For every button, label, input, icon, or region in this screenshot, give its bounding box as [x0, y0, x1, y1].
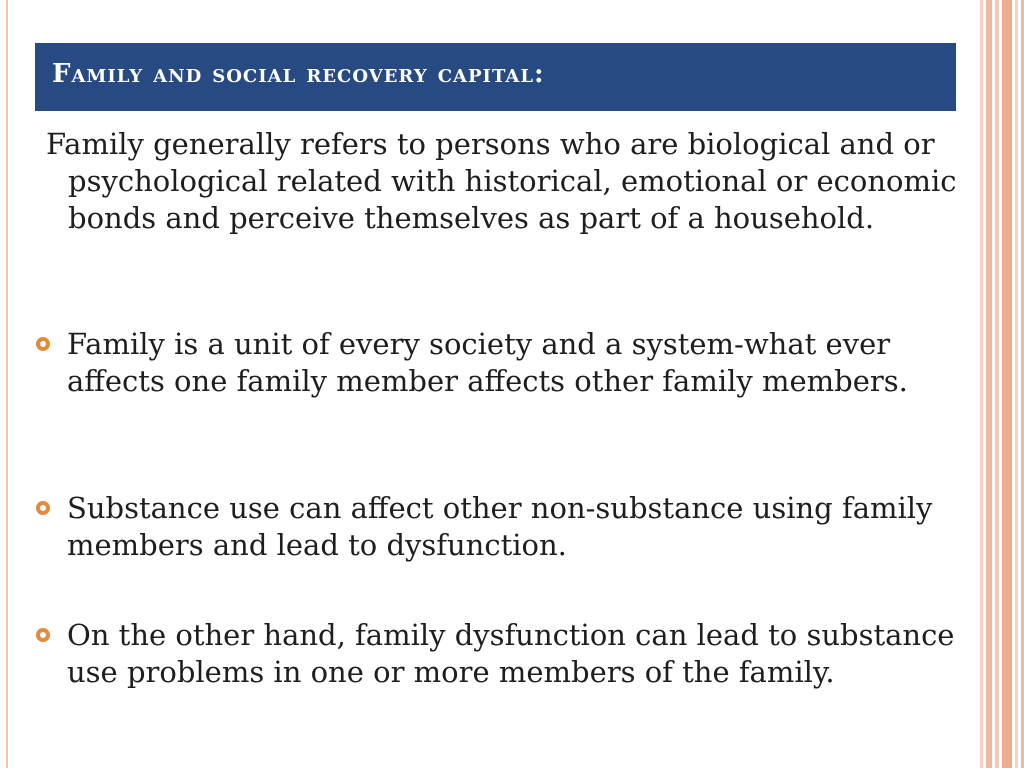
stripe [980, 0, 983, 768]
title-bar [35, 43, 956, 111]
ring-bullet-icon [36, 337, 50, 351]
slide-title: Family and social recovery capital: [52, 59, 545, 89]
stripe [986, 0, 992, 768]
ring-bullet-icon [36, 628, 50, 642]
stripe [1002, 0, 1012, 768]
right-decorative-stripes [980, 0, 1024, 768]
stripe [995, 0, 999, 768]
bullet-item [36, 490, 976, 564]
bullet-item [36, 326, 976, 400]
bullet-text: On the other hand, family dysfunction can lead to substance use problems in one or more members of the family. [67, 618, 955, 689]
bullet-item [36, 617, 976, 691]
stripe [1015, 0, 1018, 768]
bullet-text: Substance use can affect other non-substance using family members and lead to dysfunction. [67, 491, 933, 562]
ring-bullet-icon [36, 501, 50, 515]
bullet-text: Family is a unit of every society and a system-what ever affects one family member affects other family members. [67, 327, 908, 398]
left-decorative-rule [6, 0, 8, 768]
intro-paragraph: Family generally refers to persons who are biological and or psychological related with historical, emotional or economic bonds and perceive themselves as part of a household. [46, 127, 957, 235]
